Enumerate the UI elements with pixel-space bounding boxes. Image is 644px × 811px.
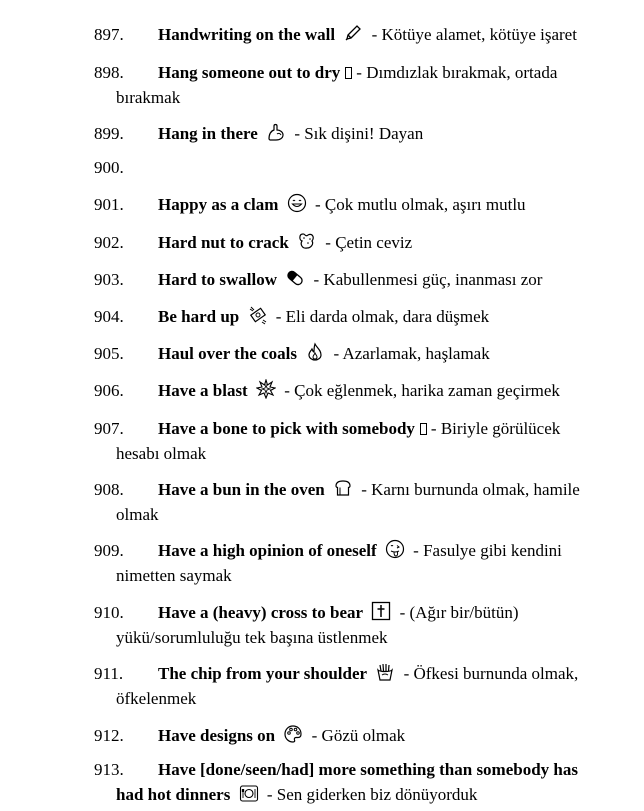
entry-number: 910. bbox=[94, 603, 124, 622]
entry-number: 898. bbox=[94, 63, 124, 82]
palette-icon bbox=[283, 724, 303, 744]
entry-phrase: Have [done/seen/had] more something than somebody has had hot dinners bbox=[116, 760, 578, 804]
entry-meaning: - Çok eğlenmek, harika zaman geçirmek bbox=[284, 381, 560, 400]
entry-904 bbox=[94, 304, 594, 329]
entry-905 bbox=[94, 341, 594, 366]
missing-glyph-icon bbox=[420, 423, 427, 435]
entry-phrase: Have a bone to pick with somebody bbox=[158, 419, 415, 438]
entry-910 bbox=[94, 600, 594, 650]
entry-906 bbox=[94, 378, 594, 403]
entry-number: 905. bbox=[94, 344, 124, 363]
entry-meaning: - Biriyle görülücek hesabı olmak bbox=[116, 419, 561, 463]
entry-phrase: Hang in there bbox=[158, 124, 258, 143]
entry-number: 901. bbox=[94, 195, 124, 214]
entry-meaning: - Çok mutlu olmak, aşırı mutlu bbox=[314, 195, 526, 214]
entry-number: 911. bbox=[94, 664, 124, 683]
money-with-wings-icon bbox=[248, 305, 268, 325]
entry-meaning: - Dımdızlak bırakmak, ortada bırakmak bbox=[116, 63, 558, 107]
cross-icon bbox=[371, 601, 391, 621]
entry-number: 908. bbox=[94, 480, 124, 499]
entry-phrase: Have a bun in the oven bbox=[158, 480, 325, 499]
entry-phrase: The chip from your shoulder bbox=[158, 664, 368, 683]
entry-number: 902. bbox=[94, 233, 124, 252]
entry-number: 897. bbox=[94, 25, 124, 44]
entry-number: 900. bbox=[94, 158, 124, 177]
entry-number: 906. bbox=[94, 381, 124, 400]
entry-908 bbox=[94, 477, 594, 527]
entry-meaning: - Gözü olmak bbox=[311, 726, 406, 745]
entry-phrase: Handwriting on the wall bbox=[158, 25, 336, 44]
entry-phrase: Be hard up bbox=[158, 307, 240, 326]
smiling-face-icon bbox=[287, 193, 307, 213]
entry-901 bbox=[94, 192, 594, 217]
entry-number: 899. bbox=[94, 124, 124, 143]
entry-907 bbox=[94, 416, 594, 466]
entry-phrase: Have a (heavy) cross to bear bbox=[158, 603, 364, 622]
entry-912 bbox=[94, 723, 594, 748]
entry-number: 903. bbox=[94, 270, 124, 289]
entry-900 bbox=[94, 155, 594, 180]
face-with-tongue-icon bbox=[385, 539, 405, 559]
entry-meaning: - Karnı burnunda olmak, hamile olmak bbox=[116, 480, 580, 524]
entry-913 bbox=[94, 757, 594, 807]
entry-phrase: Have a blast bbox=[158, 381, 248, 400]
entry-meaning: - Sık dişini! Dayan bbox=[294, 124, 424, 143]
fries-icon bbox=[375, 662, 395, 682]
entry-phrase: Have a high opinion of oneself bbox=[158, 541, 377, 560]
entry-meaning: - (Ağır bir/bütün) yükü/sorumluluğu tek başına üstlenmek bbox=[116, 603, 519, 647]
entry-meaning: - Eli darda olmak, dara düşmek bbox=[275, 307, 490, 326]
fire-icon bbox=[305, 342, 325, 362]
pill-icon bbox=[285, 268, 305, 288]
entry-phrase: Happy as a clam bbox=[158, 195, 279, 214]
entry-number: 913. bbox=[94, 760, 124, 779]
entry-meaning: - Fasulye gibi kendini nimetten saymak bbox=[116, 541, 562, 585]
entry-meaning: - Öfkesi burnunda olmak, öfkelenmek bbox=[116, 664, 579, 708]
entry-number: 909. bbox=[94, 541, 124, 560]
entry-number: 904. bbox=[94, 307, 124, 326]
entry-meaning: - Çetin ceviz bbox=[325, 233, 413, 252]
missing-glyph-icon bbox=[345, 67, 352, 79]
entry-number: 907. bbox=[94, 419, 124, 438]
entry-phrase: Haul over the coals bbox=[158, 344, 297, 363]
entry-meaning: - Kötüye alamet, kötüye işaret bbox=[371, 25, 577, 44]
entry-meaning: - Azarlamak, haşlamak bbox=[333, 344, 490, 363]
plate-icon bbox=[239, 783, 259, 803]
collision-icon bbox=[256, 379, 276, 399]
entry-898 bbox=[94, 60, 594, 110]
entry-897 bbox=[94, 22, 594, 47]
entry-phrase: Hard to swallow bbox=[158, 270, 277, 289]
entry-902 bbox=[94, 230, 594, 255]
entry-phrase: Hard nut to crack bbox=[158, 233, 289, 252]
entry-909 bbox=[94, 538, 594, 588]
entry-meaning: - Kabullenmesi güç, inanması zor bbox=[313, 270, 543, 289]
flexed-biceps-icon bbox=[266, 122, 286, 142]
bread-icon bbox=[333, 478, 353, 498]
entry-903 bbox=[94, 267, 594, 292]
entry-899 bbox=[94, 121, 594, 146]
entry-phrase: Have designs on bbox=[158, 726, 276, 745]
entry-911 bbox=[94, 661, 594, 711]
entry-phrase: Hang someone out to dry bbox=[158, 63, 341, 82]
pencil-icon bbox=[343, 23, 363, 43]
entry-meaning: - Sen giderken biz dönüyorduk bbox=[266, 785, 478, 804]
peanut-icon bbox=[297, 231, 317, 251]
entry-number: 912. bbox=[94, 726, 124, 745]
